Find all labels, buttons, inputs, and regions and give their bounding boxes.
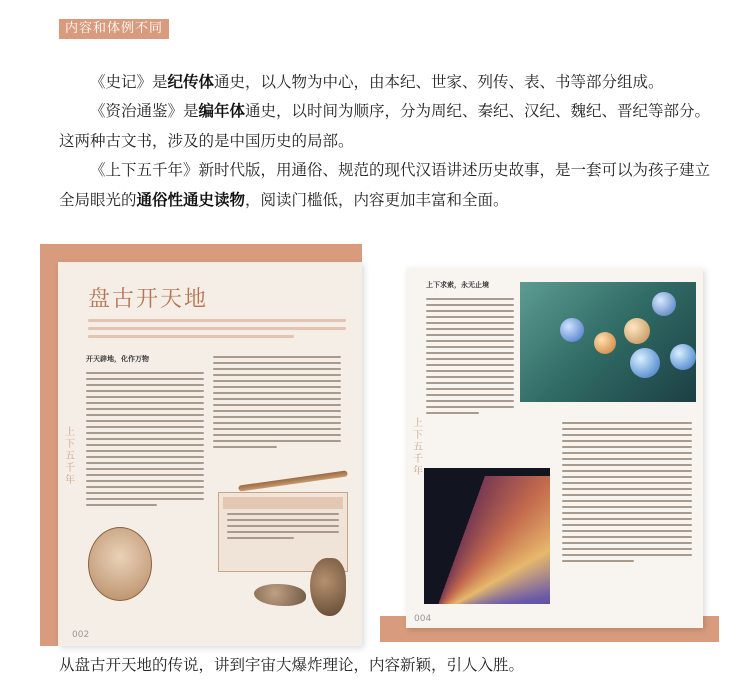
text: 《上下五千年》新时代版，用通俗、规范的现代汉语讲述历史故事，是一套可以为孩子建立全局眼光的 xyxy=(59,161,711,209)
text: 通史，以人物为中心，由本纪、世家、列传、表、书等部分组成。 xyxy=(214,73,664,91)
stone-tool-illustration xyxy=(254,584,306,606)
page-subheading: 开天辟地，化作万物 xyxy=(86,355,149,363)
pangu-portrait xyxy=(88,527,152,601)
right-book-page xyxy=(406,268,703,628)
text: 《资治通鉴》是 xyxy=(90,102,199,120)
page-title: 盘古开天地 xyxy=(88,287,209,312)
page-number: 002 xyxy=(72,630,90,640)
section-tag: 内容和体例不同 xyxy=(59,19,169,39)
body-column xyxy=(562,418,692,566)
paragraph-zizhitongjian xyxy=(59,96,711,156)
image-caption: 从盘古开天地的传说，讲到宇宙大爆炸理论，内容新颖，引人入胜。 xyxy=(59,656,525,674)
text: ，阅读门槛低，内容更加丰富和全面。 xyxy=(245,191,509,209)
big-bang-illustration xyxy=(424,468,550,604)
emphasis: 通俗性通史读物 xyxy=(136,191,246,209)
intro-text xyxy=(88,314,346,343)
left-book-page xyxy=(58,262,362,646)
series-side-label: 上下五千年 xyxy=(65,427,75,486)
body-column xyxy=(213,352,341,452)
body-column xyxy=(86,368,204,510)
text: 《史记》是 xyxy=(90,73,168,91)
emphasis: 编年体 xyxy=(198,102,246,120)
stone-tool-illustration xyxy=(310,558,346,616)
planets-illustration xyxy=(520,282,696,402)
paragraph-shiji xyxy=(59,67,711,97)
body-column xyxy=(426,294,514,418)
emphasis: 纪传体 xyxy=(167,73,215,91)
flute-illustration xyxy=(238,470,348,491)
text: 通史，以时间为顺序，分为周纪、秦纪、汉纪、魏纪、晋纪等部分。这两种古文书，涉及的是中国历史的局部。 xyxy=(59,102,711,150)
series-side-label: 上下五千年 xyxy=(413,418,423,477)
page-number: 004 xyxy=(414,614,432,624)
paragraph-shangxia xyxy=(59,155,711,215)
page-subheading: 上下求索，永无止境 xyxy=(426,281,489,289)
